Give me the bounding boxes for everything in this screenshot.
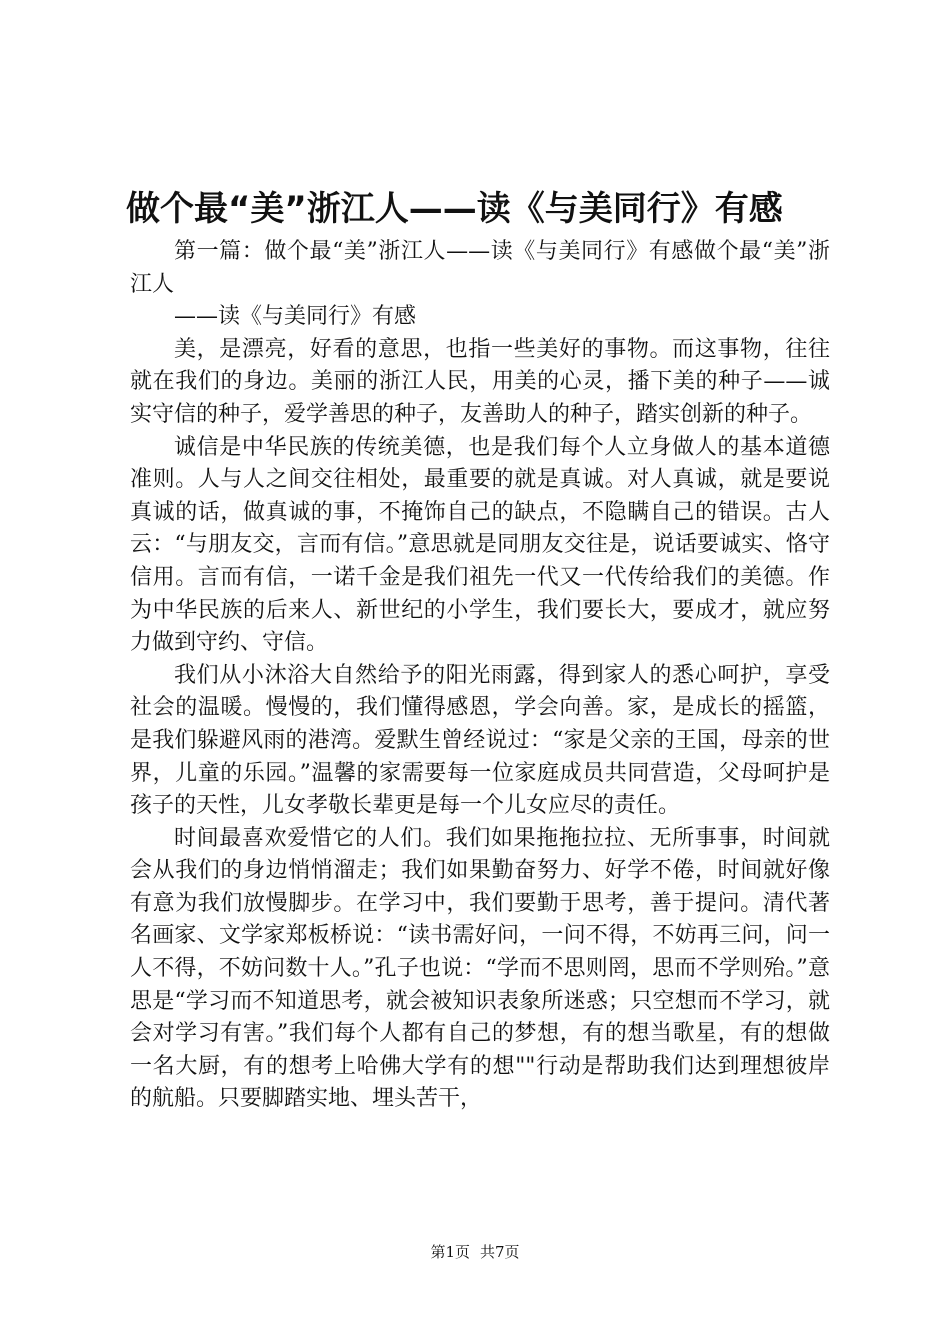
page-total: 共7页	[480, 1243, 520, 1261]
document-title: 做个最“美”浙江人——读《与美同行》有感	[126, 189, 783, 229]
page-footer	[0, 1242, 950, 1262]
paragraph: 美，是漂亮，好看的意思，也指一些美好的事物。而这事物，往往就在我们的身边。美丽的浙江人民，用美的心灵，播下美的种子——诚实守信的种子，爱学善思的种子，友善助人的种子，踏实创新的种子。	[130, 336, 830, 427]
document-body	[130, 236, 830, 1116]
paragraph: 诚信是中华民族的传统美德，也是我们每个人立身做人的基本道德准则。人与人之间交往相处，最重要的就是真诚。对人真诚，就是要说真诚的话，做真诚的事，不掩饰自己的缺点，不隐瞒自己的错误。古人云：“与朋友交，言而有信。”意思就是同朋友交往是，说话要诚实、恪守信用。言而有信，一诺千金是我们祖先一代又一代传给我们的美德。作为中华民族的后来人、新世纪的小学生，我们要长大，要成才，就应努力做到守约、守信。	[130, 434, 830, 656]
paragraph: 我们从小沐浴大自然给予的阳光雨露，得到家人的悉心呵护，享受社会的温暖。慢慢的，我们懂得感恩，学会向善。家，是成长的摇篮，是我们躲避风雨的港湾。爱默生曾经说过：“家是父亲的王国，母亲的世界，儿童的乐园。”温馨的家需要每一位家庭成员共同营造，父母呵护是孩子的天性，儿女孝敬长辈更是每一个儿女应尽的责任。	[130, 662, 830, 819]
paragraph-subtitle: ——读《与美同行》有感	[174, 304, 417, 330]
page-number: 第1页	[430, 1243, 470, 1261]
paragraph: 时间最喜欢爱惜它的人们。我们如果拖拖拉拉、无所事事，时间就会从我们的身边悄悄溜走；我们如果勤奋努力、好学不倦，时间就好像有意为我们放慢脚步。在学习中，我们要勤于思考，善于提问。清代著名画家、文学家郑板桥说：“读书需好问，一问不得，不妨再三问，问一人不得，不妨问数十人。”孔子也说：“学而不思则罔，思而不学则殆。”意思是“学习而不知道思考，就会被知识表象所迷惑；只空想而不学习，就会对学习有害。”我们每个人都有自己的梦想，有的想当歌星，有的想做一名大厨，有的想考上哈佛大学有的想""行动是帮助我们达到理想彼岸的航船。只要脚踏实地、埋头苦干，	[130, 825, 830, 1112]
paragraph-heading: 第一篇：做个最“美”浙江人——读《与美同行》有感做个最“美”浙江人	[130, 239, 830, 297]
